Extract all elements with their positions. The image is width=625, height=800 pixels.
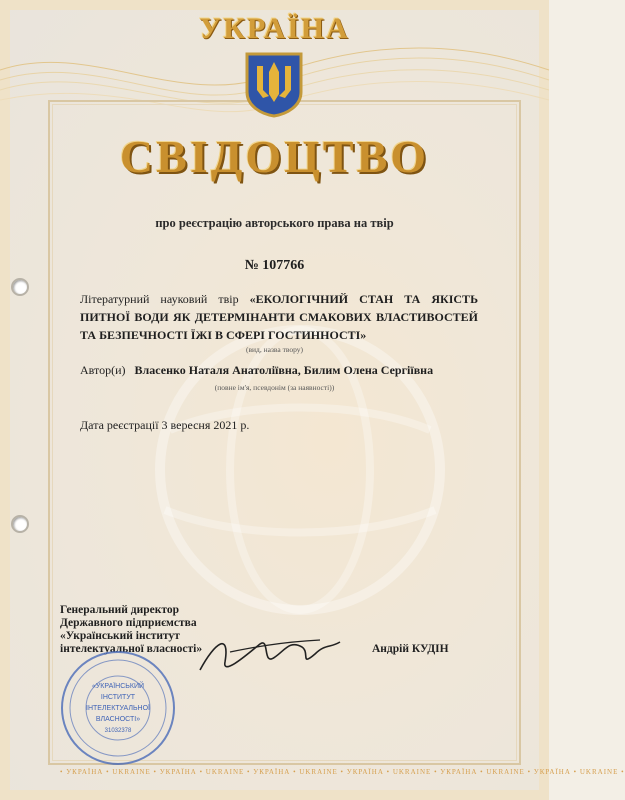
certificate-title: СВІДОЦТВО — [119, 131, 430, 182]
stamp-line-1: «УКРАЇНСЬКИЙ — [91, 683, 145, 690]
certificate-subtitle: про реєстрацію авторського права на твір — [155, 216, 394, 230]
registration-date: Дата реєстрації 3 вересня 2021 р. — [80, 418, 250, 432]
footer-microtext-strip: • УКРАЇНА • UKRAINE • УКРАЇНА • UKRAINE • УКРАЇНА • UKRAINE • УКРАЇНА • UKRAINE • УКРАЇНА • UKRAINE • УКРАЇНА • UKRAINE • — [60, 768, 625, 776]
binding-hole-bottom — [11, 515, 29, 533]
trident-emblem-icon — [243, 50, 305, 118]
stamp-line-4: ВЛАСНОСТІ» — [95, 716, 141, 723]
binding-hole-top — [11, 278, 29, 296]
stamp-line-3: ІНТЕЛЕКТУАЛЬНОЇ — [86, 705, 150, 712]
handwritten-signature — [190, 622, 350, 682]
authors-label: Автор(и) — [80, 363, 126, 377]
authors-note: (повне ім'я, псевдонім (за наявності)) — [214, 383, 335, 392]
work-title: «ЕКОЛОГІЧНИЙ СТАН ТА ЯКІСТЬ ПИТНОЇ ВОДИ ЯК ДЕТЕРМІНАНТИ СМАКОВИХ ВЛАСТИВОСТЕЙ ТА БЕЗПЕЧНОСТІ ЇЖІ В СФЕРІ ГОСТИННОСТІ» — [80, 292, 478, 342]
director-line-4: інтелектуальної власності» — [60, 643, 203, 655]
director-line-3: «Український інститут — [60, 630, 180, 642]
country-heading: УКРАЇНА — [199, 12, 350, 45]
work-note: (вид, назва твору) — [246, 345, 303, 354]
work-type-label: Літературний науковий твір — [80, 292, 239, 306]
director-line-2: Державного підприємства — [60, 617, 197, 629]
stamp-code: 31032378 — [104, 728, 132, 734]
work-description — [80, 290, 478, 344]
certificate-number: № 107766 — [244, 258, 305, 273]
official-stamp — [58, 648, 178, 768]
authors-line — [80, 363, 500, 378]
director-line-1: Генеральний директор — [60, 604, 180, 616]
signer-name: Андрій КУДІН — [372, 643, 449, 655]
authors-names: Власенко Наталя Анатоліївна, Билим Олена Сергіївна — [134, 363, 434, 377]
stamp-line-2: ІНСТИТУТ — [100, 694, 136, 701]
